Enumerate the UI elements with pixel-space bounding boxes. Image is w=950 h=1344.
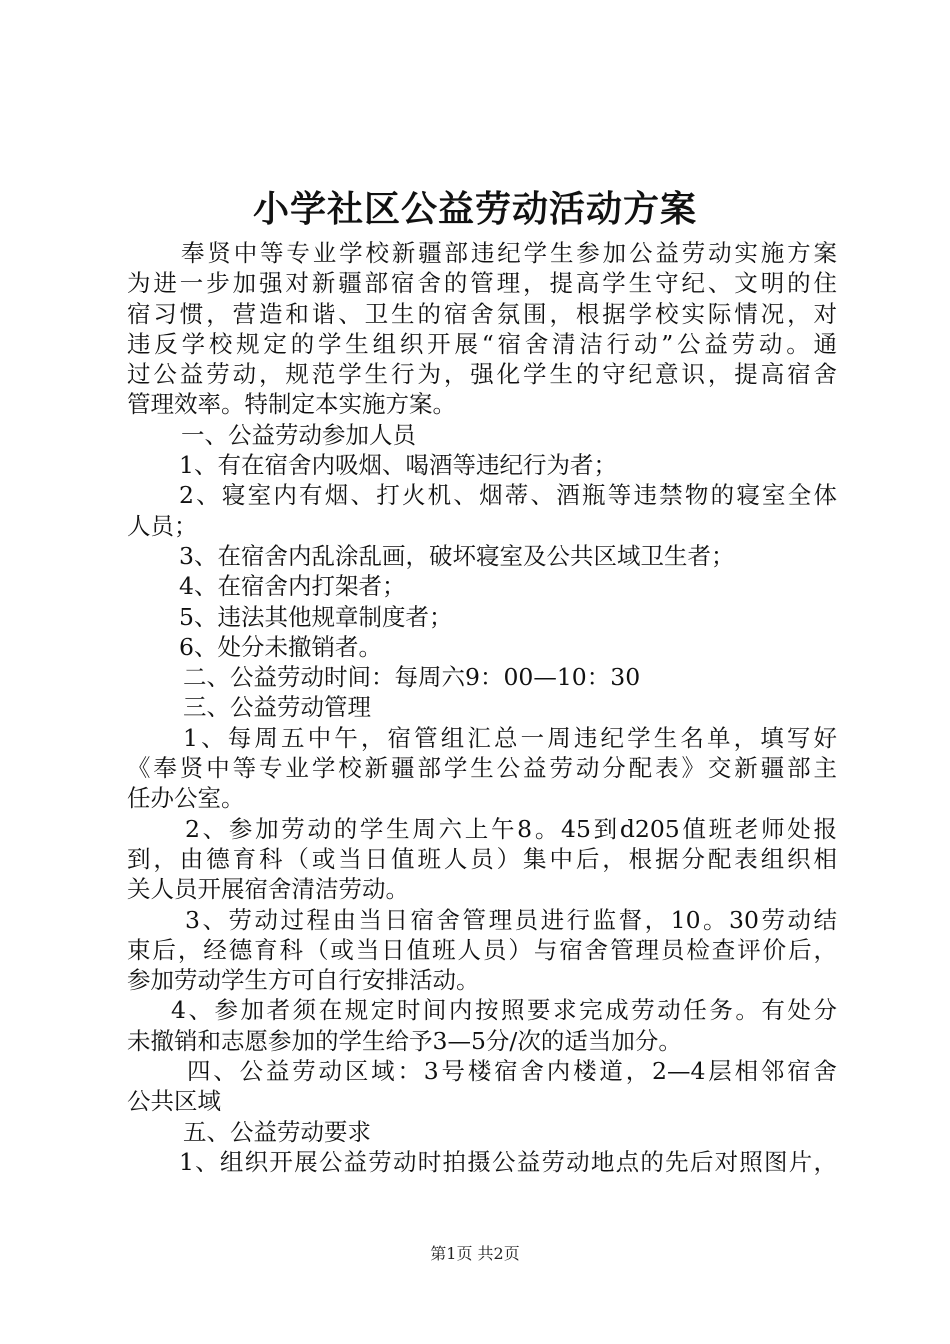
section-heading: 二、公益劳动时间：每周六9：00—10：30	[183, 663, 641, 692]
text-line: 束后，经德育科（或当日值班人员）与宿舍管理员检查评价后，	[127, 935, 837, 964]
text-line: 公共区域	[127, 1087, 221, 1116]
section-heading: 三、公益劳动管理	[183, 693, 371, 722]
text-line: 为进一步加强对新疆部宿舍的管理，提高学生守纪、文明的住	[127, 269, 837, 298]
text-line: 2、寝室内有烟、打火机、烟蒂、酒瓶等违禁物的寝室全体	[179, 481, 837, 510]
text-line: 违反学校规定的学生组织开展“宿舍清洁行动”公益劳动。通	[127, 329, 837, 358]
document-body	[127, 238, 837, 1177]
text-line: 未撤销和志愿参加的学生给予3—5分/次的适当加分。	[127, 1026, 682, 1055]
text-line: 参加劳动学生方可自行安排活动。	[127, 966, 480, 995]
text-line: 《奉贤中等专业学校新疆部学生公益劳动分配表》交新疆部主	[127, 754, 837, 783]
section-heading: 五、公益劳动要求	[183, 1117, 371, 1146]
text-line: 人员；	[127, 511, 198, 540]
section-heading: 一、公益劳动参加人员	[181, 420, 416, 449]
text-line: 关人员开展宿舍清洁劳动。	[127, 875, 409, 904]
text-line: 3、劳动过程由当日宿舍管理员进行监督，10。30劳动结	[185, 905, 837, 934]
text-line: 任办公室。	[127, 784, 245, 813]
text-line: 奉贤中等专业学校新疆部违纪学生参加公益劳动实施方案	[181, 239, 837, 267]
text-line: 到，由德育科（或当日值班人员）集中后，根据分配表组织相	[127, 844, 837, 873]
text-line: 1、组织开展公益劳动时拍摄公益劳动地点的先后对照图片，	[179, 1147, 837, 1176]
text-line: 1、有在宿舍内吸烟、喝酒等违纪行为者；	[179, 451, 617, 480]
text-line: 2、参加劳动的学生周六上午8。45到d205值班老师处报	[185, 814, 837, 843]
text-line: 宿习惯，营造和谐、卫生的宿舍氛围，根据学校实际情况，对	[127, 299, 837, 328]
text-line: 6、处分未撤销者。	[179, 632, 382, 661]
section-heading: 四、公益劳动区域：3号楼宿舍内楼道，2—4层相邻宿舍	[187, 1057, 837, 1086]
text-line: 过公益劳动，规范学生行为，强化学生的守纪意识，提高宿舍	[127, 360, 837, 389]
document-title: 小学社区公益劳动活动方案	[252, 188, 697, 230]
text-line: 3、在宿舍内乱涂乱画，破坏寝室及公共区域卫生者；	[179, 541, 735, 570]
text-line: 4、在宿舍内打架者；	[179, 572, 406, 601]
text-line: 5、违法其他规章制度者；	[179, 602, 453, 631]
text-line: 4、参加者须在规定时间内按照要求完成劳动任务。有处分	[171, 996, 837, 1025]
page-footer: 第1页 共2页	[430, 1244, 520, 1263]
text-line: 1、每周五中午，宿管组汇总一周违纪学生名单，填写好	[183, 723, 837, 752]
text-line: 管理效率。特制定本实施方案。	[127, 390, 456, 419]
